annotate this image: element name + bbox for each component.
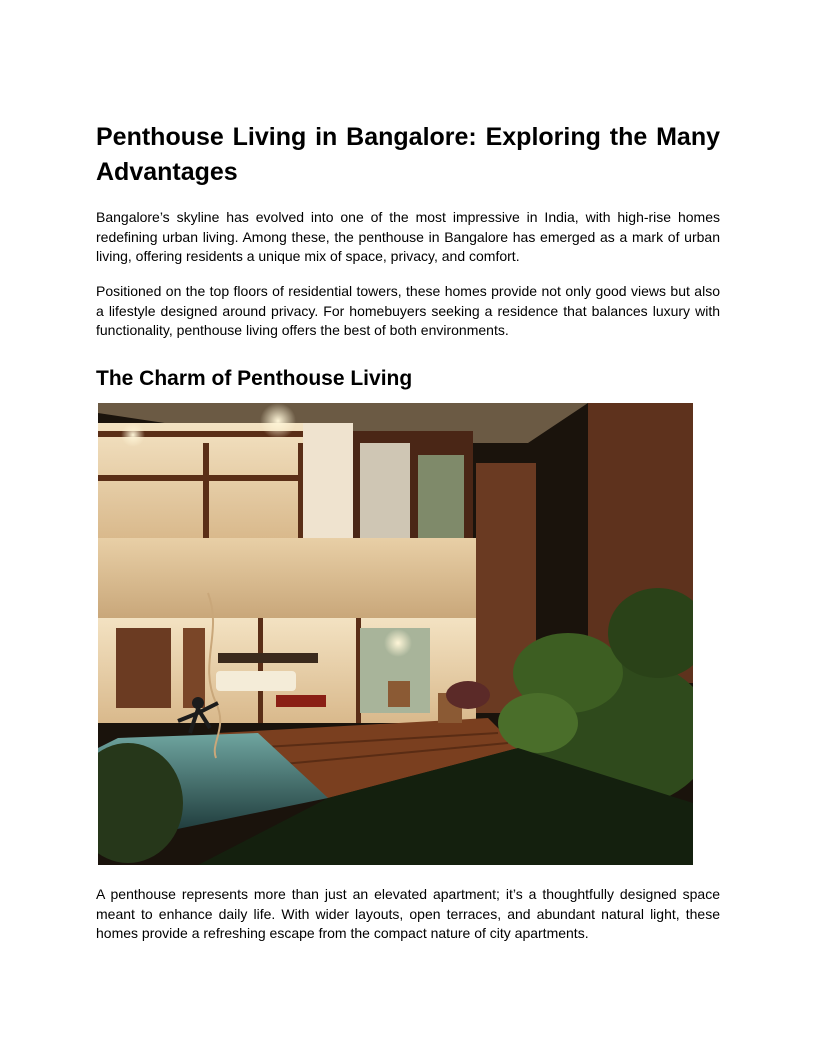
section-heading: The Charm of Penthouse Living	[96, 367, 413, 390]
facade-wall	[98, 538, 476, 618]
section-paragraph: A penthouse represents more than just an elevated apartment; it’s a thoughtfully designed space meant to enhance daily life. With wider layouts, open terraces, and abundant natural light, these homes provide a refreshing escape from the compact nature of city apartments.	[96, 886, 720, 941]
sofa	[216, 671, 296, 691]
page-title: Penthouse Living in Bangalore: Exploring the Many Advantages	[96, 123, 720, 186]
intro-paragraph-1: Bangalore’s skyline has evolved into one of the most impressive in India, with high-rise homes redefining urban living. Among these, the penthouse in Bangalore has emerged as a mark of urban living, offering residents a unique mix of space, privacy, and comfort.	[96, 209, 720, 264]
penthouse-photo	[98, 403, 693, 865]
intro-paragraph-2: Positioned on the top floors of residential towers, these homes provide not only good views but also a lifestyle designed around privacy. For homebuyers seeking a residence that balances luxury with functionality, penthouse living offers the best of both environments.	[96, 283, 720, 338]
